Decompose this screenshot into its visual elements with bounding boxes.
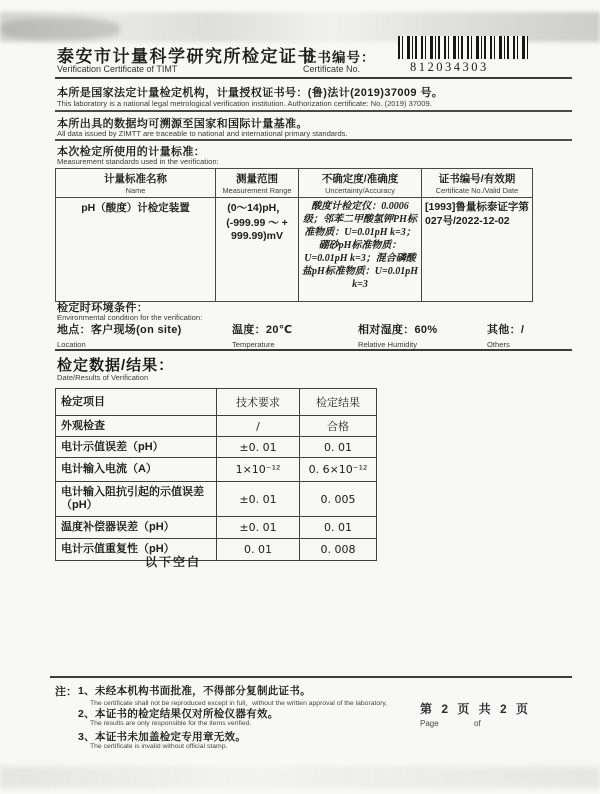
scan-artifact-bottom <box>0 766 600 788</box>
divider <box>55 349 572 351</box>
standard-range-cell: (0～14)pH，(-999.99 ～ + 999.99)mV <box>216 198 299 302</box>
table-row: 电计输入阻抗引起的示值误差（pH） ±0. 01 0. 005 <box>56 482 377 517</box>
table-row: 外观检查 / 合格 <box>56 416 377 437</box>
standards-data-row <box>56 198 533 302</box>
divider <box>55 110 572 112</box>
certificate-number: 812034303 <box>410 60 489 74</box>
certificate-no-label-en: Certificate No. <box>303 64 361 74</box>
blank-below-note: 以下空白 <box>145 555 202 569</box>
note-3-cn: 3、本证书未加盖检定专用章无效。 <box>78 731 247 743</box>
note-2-en: The results are only responsible for the items verified. <box>90 720 252 727</box>
env-humidity: 相对湿度：60% Relative Humidity <box>358 324 438 349</box>
note-1-cn: 1、未经本机构书面批准，不得部分复制此证书。 <box>78 685 311 697</box>
table-row: 温度补偿器误差（pH） ±0. 01 0. 01 <box>56 517 377 539</box>
standards-col-uncertainty: 不确定度/准确度 Uncertainty/Accuracy <box>299 169 422 198</box>
standards-header-row <box>56 169 533 198</box>
page-number-en-of: of <box>474 719 481 728</box>
environment-heading-cn: 检定时环境条件： <box>57 302 149 314</box>
notes-label: 注： <box>55 686 77 698</box>
note-2-cn: 2、本证书的检定结果仅对所检仪器有效。 <box>78 708 279 720</box>
statement-2-cn: 本所出具的数据均可溯源至国家和国际计量基准。 <box>57 118 308 130</box>
page-number-en-page: Page <box>420 719 439 728</box>
env-temperature: 温度：20℃ Temperature <box>232 324 293 349</box>
standards-heading-en: Measurement standards used in the verification: <box>57 157 219 166</box>
env-location: 地点：客户现场(on site) Location <box>57 324 182 349</box>
standards-col-range: 测量范围 Measurement Range <box>216 169 299 198</box>
table-row: 电计示值误差（pH） ±0. 01 0. 01 <box>56 437 377 458</box>
results-col-requirement: 技术要求 <box>217 389 300 416</box>
table-row: 电计输入电流（A） 1×10⁻¹² 0. 6×10⁻¹² <box>56 458 377 482</box>
page-title: 泰安市计量科学研究所检定证书 <box>57 47 316 66</box>
page-title-en: Verification Certificate of TIMT <box>57 64 178 74</box>
divider <box>50 676 572 678</box>
certificate-barcode <box>398 36 528 59</box>
results-table <box>55 388 377 561</box>
env-others: 其他：/ Others <box>487 324 525 349</box>
divider <box>55 139 572 141</box>
results-col-item: 检定项目 <box>56 389 217 416</box>
results-header-row <box>56 389 377 416</box>
scan-artifact-smudge <box>0 18 120 40</box>
results-col-result: 检定结果 <box>300 389 377 416</box>
statement-1-en: This laboratory is a national legal metrological verification institution. Authorization certificate: No. (2019) 37009. <box>57 99 432 108</box>
statement-2-en: All data issued by ZIMTT are traceable to national and international primary standards. <box>57 129 348 138</box>
divider <box>55 77 572 79</box>
standards-heading-cn: 本次检定所使用的计量标准： <box>57 146 206 158</box>
statement-1-cn: 本所是国家法定计量检定机构，计量授权证书号：(鲁)法计(2019)37009 号。 <box>57 87 444 99</box>
results-heading-cn: 检定数据/结果： <box>57 357 175 374</box>
note-1-en: The certificate shall not be reproduced except in full，without the written approval of the laboratory. <box>90 700 388 707</box>
standards-table <box>55 168 533 302</box>
standard-name-cell: pH（酸度）计检定装置 <box>56 198 216 302</box>
standards-col-name: 计量标准名称 Name <box>56 169 216 198</box>
standards-col-certificate: 证书编号/有效期 Certificate No./Valid Date <box>422 169 533 198</box>
table-row: 电计示值重复性（pH） 0. 01 0. 008 <box>56 539 377 561</box>
environment-heading-en: Environmental condition for the verification: <box>57 313 203 322</box>
page-number: 第 2 页 共 2 页 <box>420 702 532 716</box>
standard-certificate-cell: [1993]鲁量标泰证字第027号/2022-12-02 <box>422 198 533 302</box>
certificate-no-label: 证书编号： <box>303 50 376 65</box>
results-heading-en: Date/Results of Verification <box>57 373 149 382</box>
standard-uncertainty-cell: 酸度计检定仪：0.0006级；邻苯二甲酸氢钾PH标准物质：U=0.01pH k=3；硼砂pH标准物质：U=0.01pH k=3；混合磷酸盐pH标准物质：U=0.01pH k=3 <box>299 198 422 302</box>
note-3-en: The certificate is invalid without official stamp. <box>90 743 228 750</box>
